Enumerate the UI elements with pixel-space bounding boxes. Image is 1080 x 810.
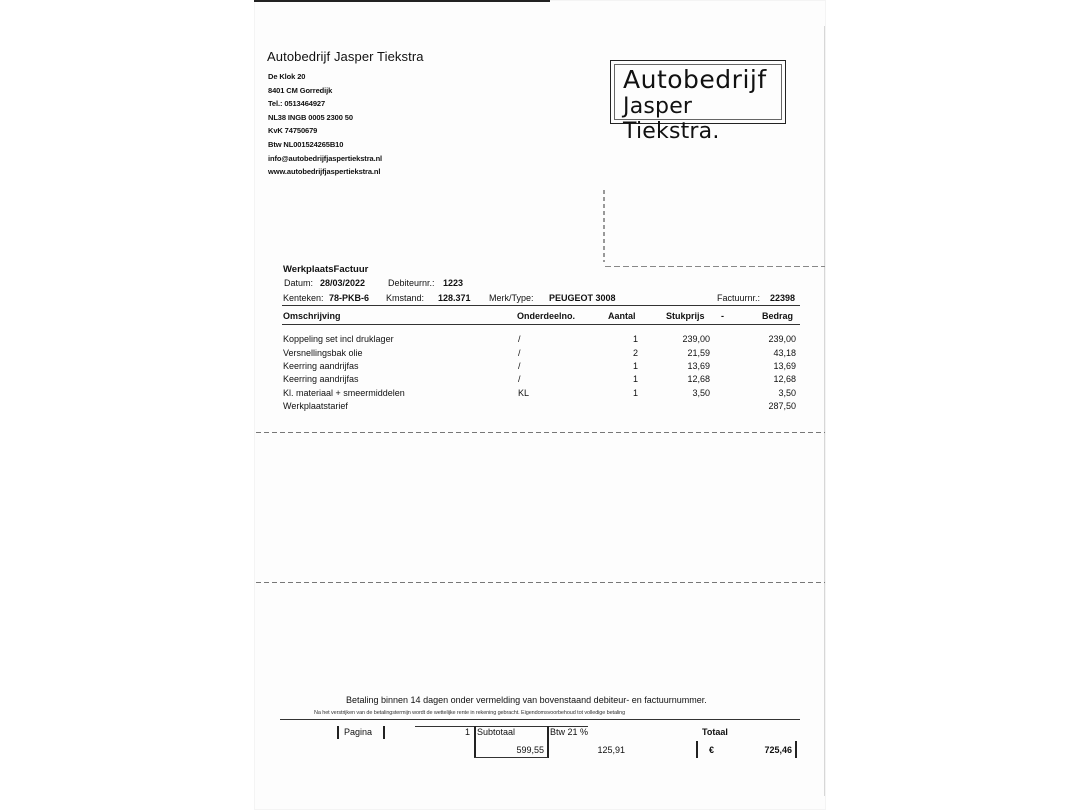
header-divider-top (282, 305, 800, 306)
scan-artifact-horizontal (605, 266, 825, 267)
row-part-number: KL (518, 388, 530, 398)
scan-dashed-line (256, 432, 825, 433)
small-print: Na het verstrijken van de betalingstermijn wordt de wettelijke rente in rekening gebracht. Eigendomsvoorbehoud tot volledige betaling (314, 710, 626, 716)
scan-artifact-vertical (603, 190, 605, 262)
mileage-value: 128.371 (438, 293, 471, 303)
vat-line: Btw NL001524265B10 (268, 140, 344, 149)
row-quantity: 1 (632, 334, 638, 344)
scan-top-edge (254, 0, 550, 2)
header-divider-bottom (282, 324, 800, 325)
total-label: Totaal (702, 727, 728, 737)
row-part-number: / (518, 348, 521, 358)
row-description: Kl. materiaal + smeermiddelen (283, 388, 405, 398)
row-quantity: 2 (632, 348, 638, 358)
iban-line: NL38 INGB 0005 2300 50 (268, 113, 353, 122)
vat-label: Btw 21 % (550, 727, 589, 737)
row-quantity: 1 (632, 388, 638, 398)
address-line: 8401 CM Gorredijk (268, 86, 333, 95)
invoice-date: 28/03/2022 (320, 278, 366, 288)
row-description: Keerring aandrijfas (283, 374, 359, 384)
debtor-label: Debiteurnr.: (388, 278, 435, 288)
page-label: Pagina (344, 727, 373, 737)
logo-text-line1: Autobedrijf (623, 65, 767, 94)
row-amount: 12,68 (773, 374, 796, 384)
row-unit-price: 21,59 (687, 348, 710, 358)
email-link[interactable]: info@autobedrijfjaspertiekstra.nl (268, 154, 383, 163)
row-unit-price: 13,69 (687, 361, 710, 371)
address-line: De Klok 20 (268, 72, 306, 81)
company-logo (610, 60, 786, 144)
row-quantity: 1 (632, 361, 638, 371)
row-amount: 43,18 (773, 348, 796, 358)
row-amount: 239,00 (768, 334, 796, 344)
make-type-value: PEUGEOT 3008 (549, 293, 616, 303)
phone-line: Tel.: 0513464927 (268, 99, 326, 108)
subtotal-value: 599,55 (516, 745, 544, 755)
box-bar (696, 741, 698, 758)
plate-label: Kenteken: (283, 293, 324, 303)
debtor-number: 1223 (443, 278, 464, 288)
subtotal-label: Subtotaal (477, 727, 516, 737)
invoice-title: WerkplaatsFactuur (283, 264, 369, 275)
row-quantity: 1 (632, 374, 638, 384)
vat-value: 125,91 (597, 745, 625, 755)
box-bar (547, 726, 549, 758)
page-number: 1 (464, 727, 470, 737)
footer-divider (280, 719, 800, 720)
row-description: Koppeling set incl druklager (283, 334, 394, 344)
row-description: Werkplaatstarief (283, 401, 348, 411)
invoice-number: 22398 (770, 293, 796, 303)
payment-terms: Betaling binnen 14 dagen onder vermelding van bovenstaand debiteur- en factuurnummer. (346, 695, 707, 705)
kvk-line: KvK 74750679 (268, 126, 318, 135)
col-header-quantity: Aantal (608, 311, 636, 321)
license-plate: 78-PKB-6 (329, 293, 370, 303)
website-link[interactable]: www.autobedrijfjaspertiekstra.nl (268, 167, 381, 176)
row-description: Keerring aandrijfas (283, 361, 359, 371)
row-unit-price: 3,50 (692, 388, 710, 398)
box-bar (383, 726, 385, 739)
logo-inner-frame (614, 64, 782, 144)
subtotal-underline (474, 757, 548, 758)
row-amount: 287,50 (768, 401, 796, 411)
box-bar (795, 741, 797, 758)
row-amount: 3,50 (778, 388, 796, 398)
col-header-amount: Bedrag (762, 311, 794, 321)
scan-right-edge (824, 26, 825, 796)
row-unit-price: 12,68 (687, 374, 710, 384)
row-unit-price: 239,00 (682, 334, 710, 344)
row-part-number: / (518, 334, 521, 344)
box-bar (474, 726, 476, 758)
row-amount: 13,69 (773, 361, 796, 371)
row-description: Versnellingsbak olie (283, 348, 363, 358)
mileage-label: Kmstand: (386, 293, 425, 303)
date-label: Datum: (284, 278, 314, 288)
scan-dashed-line (256, 582, 825, 583)
row-part-number: / (518, 361, 521, 371)
invoice-number-label: Factuurnr.: (717, 293, 761, 303)
row-part-number: / (518, 374, 521, 384)
currency-symbol: € (709, 745, 715, 755)
col-header-minus: - (721, 311, 724, 321)
col-header-description: Omschrijving (283, 311, 341, 321)
company-name: Autobedrijf Jasper Tiekstra (267, 49, 424, 64)
box-left-bar (337, 726, 339, 739)
col-header-part-number: Onderdeelno. (517, 311, 576, 321)
make-type-label: Merk/Type: (489, 293, 534, 303)
col-header-unit-price: Stukprijs (666, 311, 705, 321)
logo-text-line2: Jasper Tiekstra. (623, 94, 720, 144)
total-value: 725,46 (764, 745, 792, 755)
